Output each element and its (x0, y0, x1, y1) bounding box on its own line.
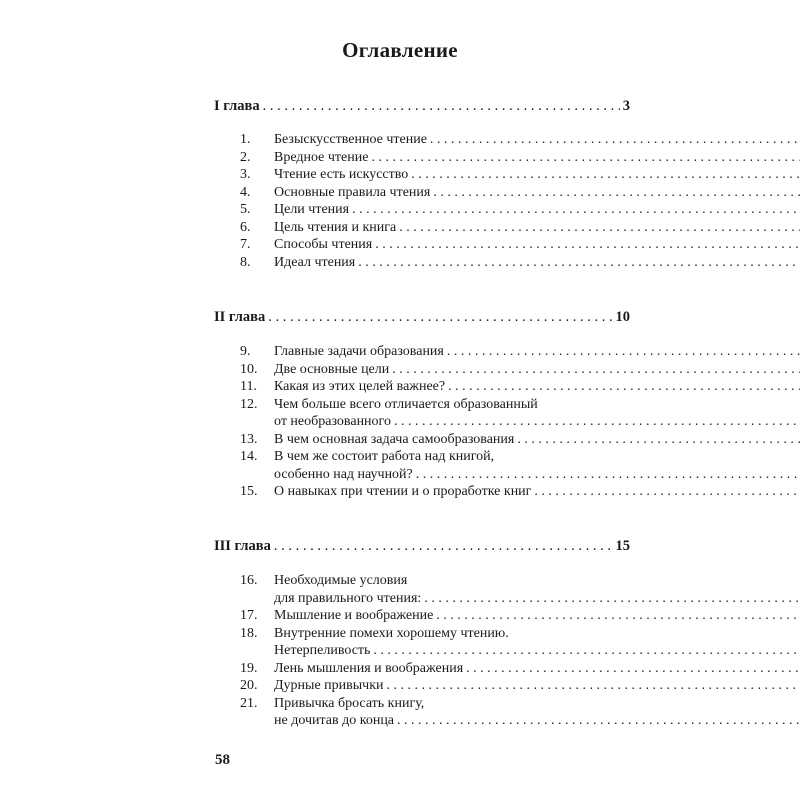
entry-title: Две основные цели (274, 361, 390, 377)
entry-text (274, 219, 800, 237)
leader-dots (416, 466, 800, 484)
toc-entry (240, 396, 630, 431)
leader-dots (430, 131, 800, 149)
entry-text (274, 166, 800, 184)
entry-text (274, 448, 800, 483)
entry-title: Способы чтения (274, 237, 373, 252)
entry-text (274, 572, 800, 607)
entry-number: 7. (240, 237, 251, 252)
entry-title: Мышление и воображение (274, 608, 434, 623)
entry-title: особенно над научной? (274, 466, 413, 482)
entry-title: Нетерпеливость (274, 643, 371, 658)
entry-text (274, 184, 800, 202)
entry-number: 20. (240, 678, 258, 693)
leader-dots (358, 254, 800, 272)
entry-line: Внутренние помехи хорошему чтению. (274, 625, 509, 641)
entry-title: Главные задачи образования (274, 344, 444, 359)
entry-line: В чем же состоит работа над книгой, (274, 449, 495, 464)
entry-text (274, 625, 800, 660)
entry-number: 16. (240, 573, 258, 588)
toc-entry (240, 236, 630, 254)
entry-line: Чем больше всего отличается образованный (274, 396, 538, 412)
entry-number: 18. (240, 625, 258, 641)
leader-dots (433, 184, 800, 202)
toc-entry (240, 695, 630, 730)
entry-title: Дурные привычки (274, 678, 384, 693)
toc-entry (240, 660, 630, 678)
entry-number: 19. (240, 660, 258, 676)
entry-text (274, 483, 800, 501)
entry-number: 21. (240, 695, 258, 711)
chapter-3-items (240, 572, 630, 730)
entry-text (274, 431, 800, 449)
entry-title: не дочитав до конца (274, 713, 395, 728)
entry-text (274, 201, 800, 219)
entry-line: Привычка бросать книгу, (274, 695, 425, 711)
toc-entry (240, 677, 630, 695)
toc-entry (240, 607, 630, 625)
entry-text (274, 254, 800, 272)
entry-number: 8. (240, 254, 251, 270)
entry-number: 15. (240, 484, 258, 499)
chapter-1-heading (214, 98, 630, 116)
entry-number: 6. (240, 219, 251, 235)
entry-number: 5. (240, 202, 251, 217)
entry-title: Цель чтения и книга (274, 219, 397, 235)
entry-title: Цели чтения (274, 202, 350, 217)
entry-text (274, 660, 800, 678)
entry-title: Безыскусственное чтение (274, 132, 427, 147)
entry-text (274, 396, 800, 431)
entry-number: 9. (240, 344, 251, 359)
entry-number: 14. (240, 449, 258, 464)
toc-entry (240, 361, 630, 379)
entry-text (274, 677, 800, 695)
chapter-1-items (240, 131, 630, 271)
toc-entry (240, 343, 630, 361)
entry-text (274, 378, 800, 396)
entry-title: Чтение есть искусство (274, 167, 409, 182)
toc-entry (240, 254, 630, 272)
chapter-title: III глава (214, 538, 271, 554)
entry-title: Идеал чтения (274, 254, 356, 270)
leader-dots (399, 219, 800, 237)
entry-text (274, 695, 800, 730)
leader-dots (534, 483, 800, 501)
entry-text (274, 607, 800, 625)
chapter-title: I глава (214, 98, 260, 114)
entry-title: Основные правила чтения (274, 184, 431, 200)
toc-entry (240, 378, 630, 396)
chapter-page: 10 (615, 309, 630, 325)
toc-entry (240, 448, 630, 483)
leader-dots (392, 361, 800, 379)
toc-entry (240, 483, 630, 501)
leader-dots (448, 378, 800, 396)
toc-entry (240, 625, 630, 660)
entry-number: 1. (240, 132, 251, 147)
toc-entry (240, 431, 630, 449)
leader-dots (274, 538, 613, 555)
entry-title: Какая из этих целей важнее? (274, 379, 446, 394)
entry-number: 3. (240, 167, 251, 182)
entry-number: 12. (240, 396, 258, 412)
entry-title: Вредное чтение (274, 149, 369, 165)
toc-entry (240, 219, 630, 237)
entry-number: 2. (240, 149, 251, 165)
leader-dots (517, 431, 800, 449)
toc-entry (240, 572, 630, 607)
leader-dots (387, 677, 800, 695)
entry-number: 11. (240, 379, 257, 394)
leader-dots (447, 343, 800, 361)
entry-number: 4. (240, 184, 251, 200)
entry-number: 17. (240, 608, 258, 623)
page-number: 58 (215, 752, 230, 768)
leader-dots (466, 660, 800, 678)
entry-number: 13. (240, 431, 258, 447)
toc-entry (240, 149, 630, 167)
entry-text (274, 149, 800, 167)
leader-dots (375, 236, 800, 254)
chapter-page: 3 (622, 98, 630, 114)
entry-text (274, 361, 800, 379)
leader-dots (263, 98, 620, 115)
entry-text (274, 343, 800, 361)
entry-title: О навыках при чтении и о проработке книг (274, 484, 532, 499)
leader-dots (268, 309, 612, 326)
chapter-page: 15 (615, 538, 630, 554)
leader-dots (373, 642, 800, 660)
leader-dots (397, 712, 800, 730)
chapter-title: II глава (214, 309, 266, 325)
page-title: Оглавление (342, 38, 458, 62)
chapter-3-heading (214, 538, 630, 556)
leader-dots (424, 590, 800, 608)
entry-number: 10. (240, 361, 258, 377)
leader-dots (436, 607, 800, 625)
leader-dots (371, 149, 800, 167)
entry-line: Необходимые условия (274, 573, 408, 588)
leader-dots (411, 166, 800, 184)
entry-text (274, 236, 800, 254)
leader-dots (394, 413, 800, 431)
entry-title: В чем основная задача самообразования (274, 431, 515, 447)
entry-text (274, 131, 800, 149)
chapter-2-heading (214, 309, 630, 327)
chapter-2-items (240, 343, 630, 501)
entry-title: для правильного чтения: (274, 590, 422, 606)
entry-title: Лень мышления и воображения (274, 660, 464, 676)
toc-entry (240, 131, 630, 149)
leader-dots (352, 201, 800, 219)
toc-entry (240, 184, 630, 202)
toc-entry (240, 166, 630, 184)
toc-entry (240, 201, 630, 219)
entry-title: от необразованного (274, 414, 391, 429)
